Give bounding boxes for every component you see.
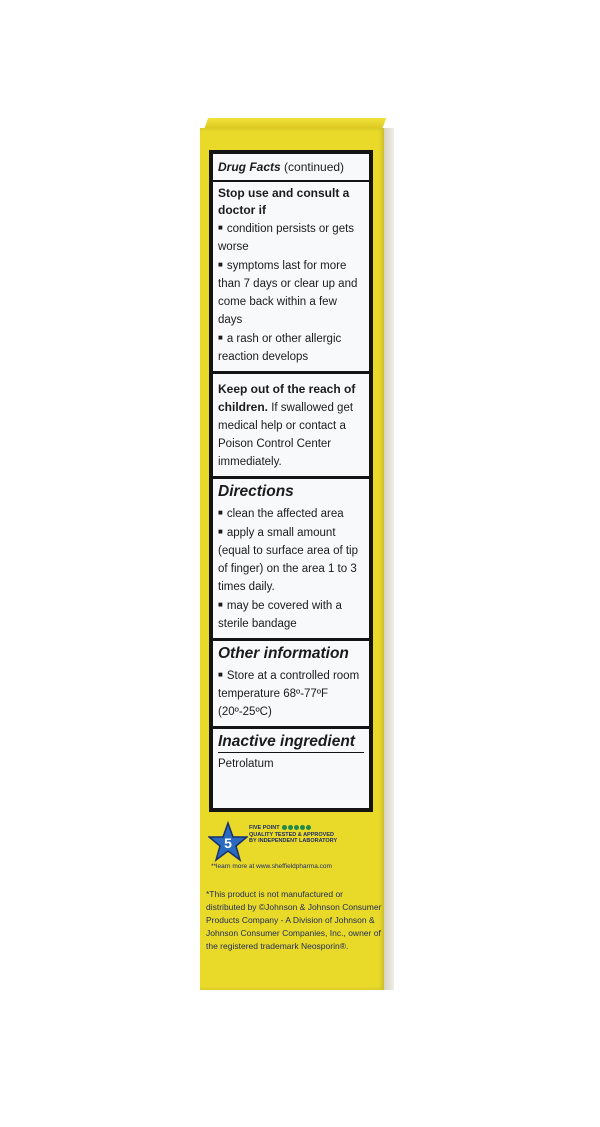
drug-facts-panel xyxy=(209,150,373,812)
other-info-item: ■ Store at a controlled room temperature 68º-77ºF (20º-25ºC) xyxy=(218,666,364,721)
seal-line-3: BY INDEPENDENT LABORATORY xyxy=(249,838,338,844)
other-info-title: Other information xyxy=(218,645,349,662)
trademark-notice: *This product is not manufactured or distributed by ©Johnson & Johnson Consumer Products Company - A Division of Johnson & Johnson Consumer Companies, Inc., owner of the registered trademark Neosporin®. xyxy=(206,889,382,951)
keep-out-heading: Keep out of the reach of children. xyxy=(218,382,356,414)
seal-line-2: QUALITY TESTED & APPROVED xyxy=(249,831,334,838)
stop-use-heading: Stop use and consult a doctor if xyxy=(218,186,350,217)
inactive-text: Petrolatum xyxy=(218,758,274,770)
directions-item: ■ may be covered with a sterile bandage xyxy=(218,596,364,633)
star-number: 5 xyxy=(224,835,232,851)
stop-use-item: ■ a rash or other allergic reaction develops xyxy=(218,329,364,366)
seal-dots xyxy=(282,825,312,832)
learn-more-link: **learn more at www.sheffieldpharma.com xyxy=(211,863,332,870)
stop-use-item: ■ condition persists or gets worse xyxy=(218,219,364,256)
quality-seal xyxy=(205,815,383,880)
keep-out-section xyxy=(213,374,369,479)
keep-out-text: If swallowed get medical help or contact a Poison Control Center immediately. xyxy=(218,402,354,468)
directions-title: Directions xyxy=(218,483,294,500)
seal-text xyxy=(249,825,337,845)
stop-use-section xyxy=(213,182,369,374)
directions-section xyxy=(213,479,369,641)
drug-facts-title: Drug Facts xyxy=(218,160,281,174)
seal-line-1: FIVE POINT xyxy=(249,825,337,832)
drug-facts-continued: (continued) xyxy=(280,160,345,174)
inactive-section xyxy=(213,729,369,778)
carton-edge xyxy=(384,128,394,990)
directions-item: ■ clean the affected area xyxy=(218,504,364,523)
inactive-title: Inactive ingredient xyxy=(218,732,364,753)
five-point-star-icon xyxy=(208,821,248,863)
directions-item: ■ apply a small amount (equal to surface area of tip of finger) on the area 1 to 3 times daily. xyxy=(218,523,364,596)
other-info-section xyxy=(213,641,369,729)
drug-facts-header xyxy=(213,154,369,182)
stop-use-item: ■ symptoms last for more than 7 days or clear up and come back within a few days xyxy=(218,256,364,329)
